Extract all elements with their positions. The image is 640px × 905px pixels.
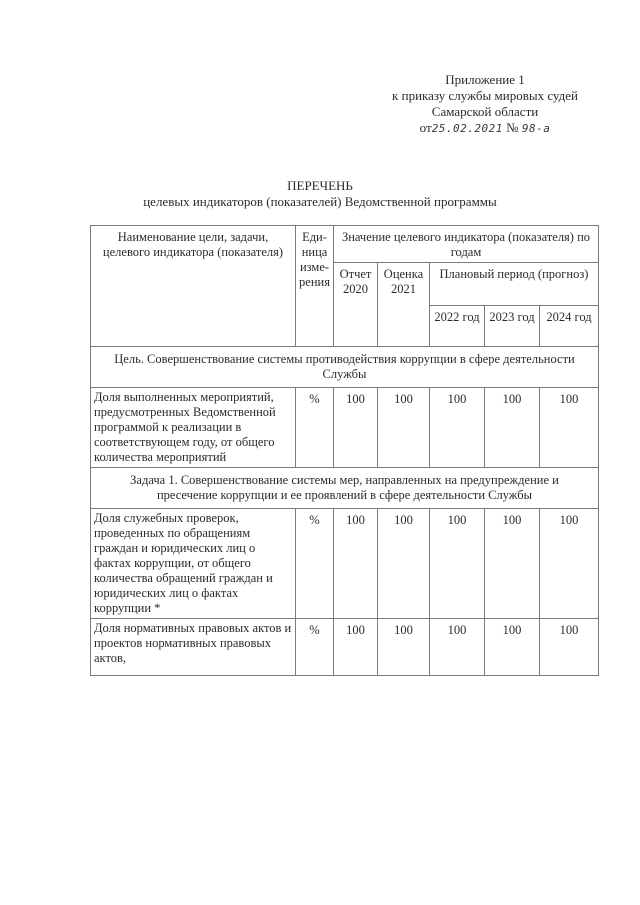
appendix-title: Приложение 1: [445, 72, 525, 87]
header-name: Наименование цели, задачи, целевого индикатора (показателя): [91, 226, 296, 347]
indicator-name: Доля служебных проверок, проведенных по обращениям граждан и юридических лиц о фактах коррупции, от общего количества обращений граждан и юридических лиц о фактах коррупции *: [91, 509, 296, 619]
appendix-header: [360, 72, 610, 137]
title-heading: ПЕРЕЧЕНЬ: [287, 178, 353, 193]
value-2020: 100: [334, 509, 378, 619]
order-number: 98-а: [521, 122, 551, 135]
header-estimate: Оценка 2021: [378, 263, 430, 347]
value-2022: 100: [430, 619, 485, 676]
region-name: Самарской области: [431, 104, 539, 119]
value-2020: 100: [334, 388, 378, 468]
header-report: Отчет 2020: [334, 263, 378, 347]
task-row: Задача 1. Совершенствование системы мер, направленных на предупреждение и пресечение коррупции и ее проявлений в сфере деятельности Службы: [91, 468, 599, 509]
date-prefix: от: [419, 120, 432, 135]
value-2021: 100: [378, 388, 430, 468]
value-2024: 100: [540, 619, 599, 676]
indicators-table: [90, 225, 599, 676]
order-reference: к приказу службы мировых судей: [392, 88, 578, 103]
header-year-2024: 2024 год: [540, 306, 599, 347]
table-header-row: [91, 226, 599, 263]
header-plan: Плановый период (прогноз): [430, 263, 599, 306]
value-2023: 100: [485, 619, 540, 676]
table-row: [91, 468, 599, 509]
indicators-table-wrap: [90, 225, 599, 676]
value-2024: 100: [540, 388, 599, 468]
indicator-name: Доля нормативных правовых актов и проектов нормативных правовых актов,: [91, 619, 296, 676]
indicator-name: Доля выполненных мероприятий, предусмотренных Ведомственной программой к реализации в соответствующем году, от общего количества мероприятий: [91, 388, 296, 468]
header-value: Значение целевого индикатора (показателя) по годам: [334, 226, 599, 263]
order-date: 25.02.2021: [431, 122, 503, 135]
table-row: [91, 619, 599, 676]
goal-row: Цель. Совершенствование системы противодействия коррупции в сфере деятельности Службы: [91, 347, 599, 388]
title-subheading: целевых индикаторов (показателей) Ведомственной программы: [143, 194, 497, 209]
order-date-number: [360, 120, 610, 137]
header-unit: Еди-ница изме-рения: [296, 226, 334, 347]
indicator-unit: %: [296, 619, 334, 676]
table-row: [91, 388, 599, 468]
document-title: [0, 178, 640, 210]
indicator-unit: %: [296, 509, 334, 619]
value-2023: 100: [485, 509, 540, 619]
table-row: [91, 347, 599, 388]
value-2021: 100: [378, 509, 430, 619]
table-row: [91, 509, 599, 619]
value-2022: 100: [430, 509, 485, 619]
indicator-unit: %: [296, 388, 334, 468]
value-2024: 100: [540, 509, 599, 619]
value-2022: 100: [430, 388, 485, 468]
value-2020: 100: [334, 619, 378, 676]
header-year-2023: 2023 год: [485, 306, 540, 347]
value-2023: 100: [485, 388, 540, 468]
value-2021: 100: [378, 619, 430, 676]
header-year-2022: 2022 год: [430, 306, 485, 347]
number-label: №: [506, 120, 519, 135]
